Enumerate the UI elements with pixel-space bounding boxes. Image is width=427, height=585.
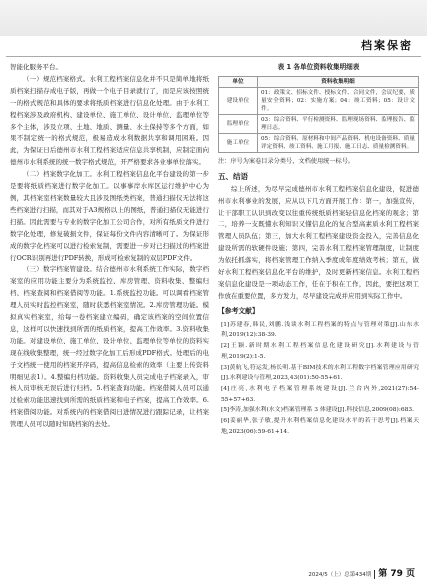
header-band xyxy=(0,0,427,36)
table-cell-unit: 施工单位 xyxy=(219,133,258,152)
table-header-unit: 单位 xyxy=(219,76,258,87)
table-header-detail: 资料收集明细 xyxy=(258,76,419,87)
reference-item: [2]王颖.新时期水利工程档案信息化建设研究[J].水利建设与管理,2019(2):1-5. xyxy=(220,343,419,360)
page-footer xyxy=(308,566,415,579)
issue-info: 2024/5（上）总第434期 xyxy=(308,572,372,578)
table-cell-unit: 建设单位 xyxy=(219,87,258,114)
paragraph: （三）数字档案管建设。结合德州市水利系统工作实际，数字档案室的应用功能主要分为系统监控、库房管理、资料收集、整编归档、档案查阅和档案借阅等功能。1.系统监控功能。可以调看档案管理人员实时监控档案室，随时获悉档案室情况。2.库房管理功能。模拟真实档案室，给每一卷档案建立编码，确定该档案的空间位置信息，这样可以快速找到所需的纸质档案，提高工作效率。3.资料收集功能。对建设单位、施工单位、设计单位、监理单位等单位的资料实现在线收集整理，统一经过数字化加工后形成PDF格式。处理后的电子文档统一使用的档案开序码，提高信息检索的效率（主要上传资料明细见表1）。4.整编归档功能。资料收集人员完成电子档案录入，审核人员审核无误后进行归档。5.档案查询功能。档案借阅人员可以通过检索功能迅速找到所需的纸质档案和电子档案，提高工作效率。6.档案借阅功能。对系统内的档案借阅日进情况进行跟踪记录，让档案管理人员可以随时知晓档案的去处。 xyxy=(10,265,209,429)
footer-divider xyxy=(374,570,375,579)
reference-item: [4]庄亮,水利电子档案管理系统建设[J].兰台内外,2021(27):54-55+57+63. xyxy=(220,385,419,403)
section-heading: 五、结语 xyxy=(218,171,248,181)
reference-item: [6]姜丽华,张子敏,提升水利档案信息化建设水平的若干思考[J].档案天地,2023(06):59-61+14. xyxy=(220,418,419,435)
page-number: 第 79 页 xyxy=(378,569,415,579)
reference-item: [1]苏建春,韩民,刘鹏.浅谈水利工程档案的特点与管理对策[J].山东水利,2019(12):38-39. xyxy=(220,321,419,339)
reference-item: [5]李涛,加强水利(水文)档案管理系 3 体建设[J].科技信息,2009(08):683. xyxy=(220,407,414,414)
paragraph: （一）规范档案格式。水利工程档案信息化并不只是简单地将纸质档案扫描存成电子版，再做一个电子目录就行了，而是应该按照统一的格式规范和具体的要求将纸质档案进行信息化处理。由于水利工程档案涉及政府机构、建设单位、施工单位、设计单位、监理单位等多个主体，涉及立项、土地、地质、测量、水土保持等多个方面，如果不制定统一的格式规范，极易造成水利数据共享和调用困难。因此，为保证日后德州市水利工程档案适应信息共享机制，应制定面向德州市水利系统的统一数字格式规范，开严格要求各业事单位落实。 xyxy=(10,74,209,167)
table-row xyxy=(219,114,419,133)
references-title: 【参考文献】 xyxy=(218,306,259,315)
table-row xyxy=(219,133,419,152)
table-header-row xyxy=(219,76,419,87)
collection-table xyxy=(218,76,419,153)
table-note: 注：序号为案卷目录分类号，文档使用统一标号。 xyxy=(218,157,355,165)
paragraph: 综上所述，为尽早完成德州市水利工程档案信息化建设，促进德州市水利事业的发展，应从以下几方面开展工作：第一，加强宣传，让干部职工认识到改变以往重传统纸质档案轻信息化档案的观念；第二，培养一支既懂水利知识又懂信息化的复合型高素质水利工程档案管理人员队伍；第三，加大水利工程档案建设资金投入，完善信息化建设所需的软硬件设施；第四，完善水利工程档案管理制度，让制度为依托抓落实，将档案管理工作纳入季度或年度绩效考核；第五，做好水利工程档案信息化平台的维护，及时更新档案信息。水利工程档案信息化建设是一项动态工作，任在于积在工作，因此，要把这项工作放在重要位置，多方发力，尽早建设完成并应用到实际工作中。 xyxy=(218,184,419,300)
table-cell-unit: 监理单位 xyxy=(219,114,258,133)
reference-item: [3]黄航飞,符运发,杨长明.基于BIM技术的水利工程数字档案管理应用研究[J].水利建设与管理,2023,43(01):50-55+61. xyxy=(220,364,419,382)
paragraph: （二）档案数字化加工。水利工程档案信息化平台建设的第一步是要将纸质档案进行数字化加工。以事事岸水库区运行维护中心为例，其档案室档案数量较大且涉及图纸类档案，普通扫描仪无法将这些档案进行扫描，而其对于A3规格以上的图纸，普通扫描仪无能进行扫描。因此需要与专业的数字化加工公司合作，对所有纸质文件进行数字化处理，修复破损文件，保证每份文件内容清晰可了。为保证形成的数字化档案可以进行检索复制，需要进一步对已扫描过的档案进行OCR识别再进行PDF转换，形成可检索复制的双层PDF文件。 xyxy=(10,170,209,262)
section-label: 档案保密 xyxy=(361,39,413,52)
references xyxy=(218,306,419,438)
right-column xyxy=(218,62,419,437)
header-rule xyxy=(6,56,421,57)
table-cell-detail: 05：综合资料、原材料和中间产品资料、机电设备资料、质量评定资料、竣工资料、施工月报、施工日志、质量检测资料。 xyxy=(258,133,419,152)
paragraph: 智能化服务平台。 xyxy=(10,63,62,71)
table-title: 表 1 各单位资料收集明细表 xyxy=(277,63,360,71)
table-cell-detail: 01：政策文、招标文件、授标文件、合同文件，会议纪要，质量安全资料；02：实施方案；04：竣工资料；05：设计文件。 xyxy=(258,87,419,114)
left-column xyxy=(10,62,209,431)
table-row xyxy=(219,87,419,114)
table-cell-detail: 03：综合资料、平行检测资料、监理现场资料、监理报告、监理日志。 xyxy=(258,114,419,133)
